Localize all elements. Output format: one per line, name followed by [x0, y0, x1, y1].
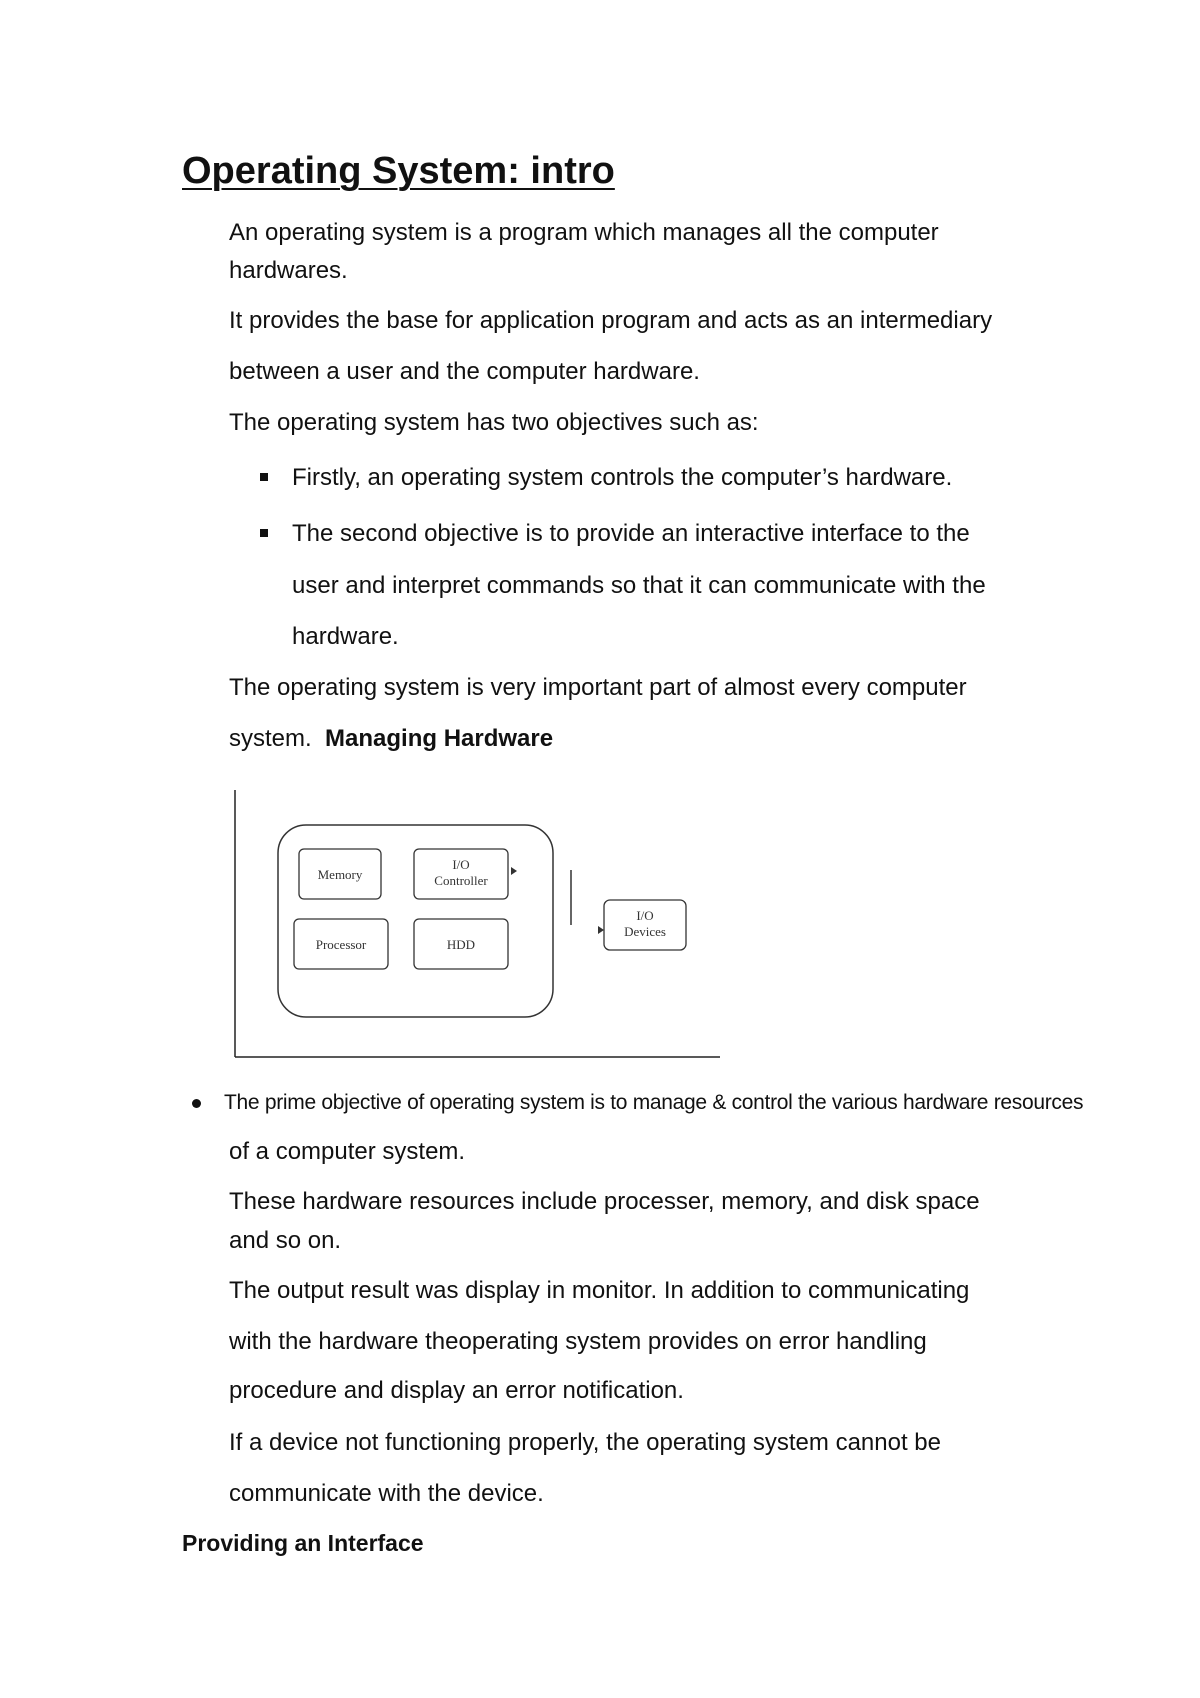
- hardware-line-3: These hardware resources include processer, memory, and disk space: [229, 1188, 980, 1215]
- round-bullet-icon: [192, 1099, 201, 1108]
- hardware-bullet-line: The prime objective of operating system is to manage & control the various hardware resources: [224, 1091, 1084, 1114]
- arrow-to-devices-icon: [598, 926, 604, 934]
- io-controller-label-2: Controller: [434, 873, 488, 888]
- hardware-line-2: of a computer system.: [229, 1138, 466, 1165]
- intro-line-3: It provides the base for application program and acts as an intermediary: [229, 307, 993, 334]
- section-heading-providing-interface: Providing an Interface: [182, 1530, 424, 1556]
- importance-line-1: The operating system is very important part of almost every computer: [229, 674, 967, 701]
- intro-line-2: hardwares.: [229, 257, 348, 284]
- importance-line-2-text: system.: [229, 725, 312, 752]
- memory-label: Memory: [317, 867, 363, 882]
- hardware-line-8: If a device not functioning properly, the operating system cannot be: [229, 1429, 941, 1456]
- intro-line-5: The operating system has two objectives such as:: [229, 409, 759, 436]
- io-devices-label-2: Devices: [624, 924, 666, 939]
- section-heading-managing-hardware: Managing Hardware: [325, 725, 554, 752]
- square-bullet-icon: [260, 529, 268, 537]
- hardware-line-5: The output result was display in monitor. In addition to communicating: [229, 1277, 970, 1304]
- objective-item-1: Firstly, an operating system controls the computer’s hardware.: [292, 464, 953, 491]
- importance-line-2: [229, 724, 553, 754]
- square-bullet-icon: [260, 473, 268, 481]
- hardware-line-9: communicate with the device.: [229, 1480, 544, 1507]
- processor-label: Processor: [315, 937, 367, 952]
- objective-item-2-line-2: user and interpret commands so that it can communicate with the: [292, 572, 986, 599]
- hardware-diagram: [230, 785, 730, 1061]
- io-devices-label-1: I/O: [636, 908, 654, 923]
- arrow-to-controller-icon: [511, 867, 517, 875]
- hardware-line-7: procedure and display an error notification.: [229, 1377, 684, 1404]
- page-title: Operating System: intro: [182, 150, 615, 192]
- intro-line-4: between a user and the computer hardware.: [229, 358, 700, 385]
- hdd-label: HDD: [446, 937, 476, 952]
- objective-item-2-line-3: hardware.: [292, 623, 399, 650]
- intro-line-1: An operating system is a program which manages all the computer: [229, 219, 939, 246]
- hardware-line-4: and so on.: [229, 1227, 342, 1254]
- hardware-line-6: with the hardware theoperating system provides on error handling: [229, 1328, 927, 1355]
- io-controller-label-1: I/O: [452, 857, 470, 872]
- objective-item-2-line-1: The second objective is to provide an interactive interface to the: [292, 520, 970, 547]
